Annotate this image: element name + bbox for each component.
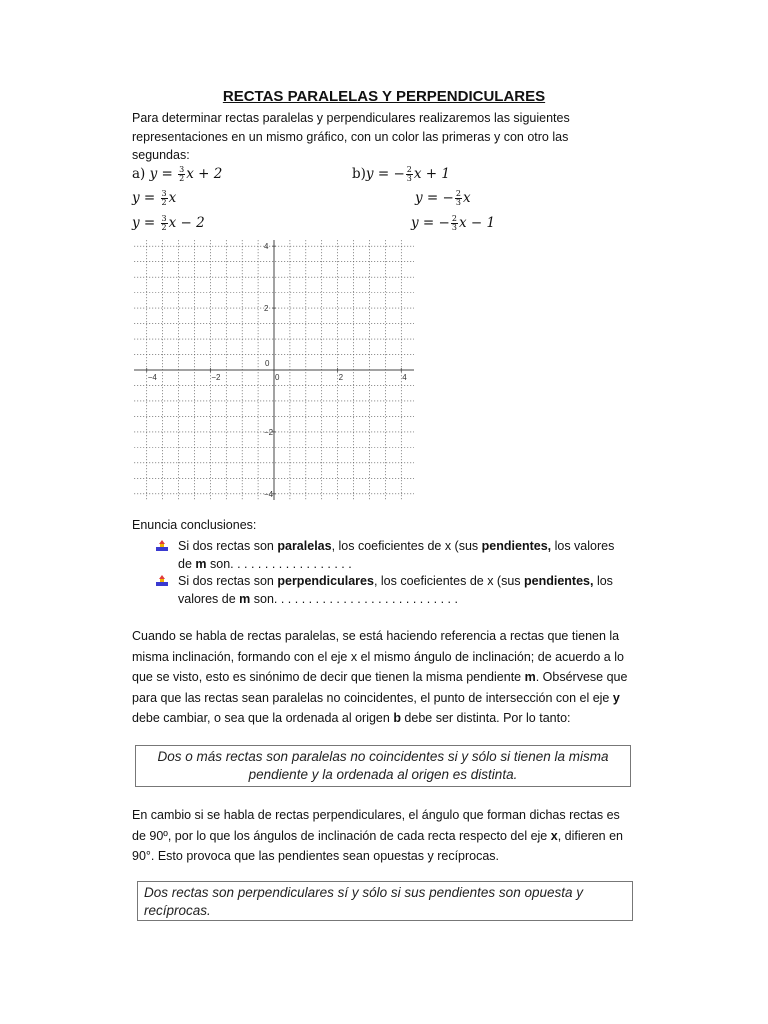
- text-run: . Obsérvese que para que las rectas sean paralelas no coincidentes, el punto de intersección con el eje: [132, 670, 628, 705]
- equation-b3-suffix: x − 1: [458, 215, 496, 231]
- text-run: debe ser distinta. Por lo tanto:: [400, 711, 571, 725]
- conclusion-bullet-perpendicular: [160, 572, 630, 608]
- equation-b2-prefix: y = −: [415, 190, 454, 206]
- equation-b-label: b): [352, 166, 366, 182]
- bold-term: x: [550, 828, 558, 843]
- equation-a2: [132, 190, 176, 207]
- equation-a3: [132, 215, 205, 232]
- perpendicular-explanation-paragraph: [132, 805, 632, 867]
- text-run: debe cambiar, o sea que la ordenada al origen: [132, 711, 394, 725]
- fraction-numerator: 3: [161, 189, 167, 198]
- text-run: , los coeficientes de x (sus: [331, 539, 482, 553]
- equation-b3: [411, 215, 495, 232]
- y-tick-label: 4: [264, 242, 269, 252]
- text-run: de: [178, 557, 196, 571]
- parallel-explanation-paragraph: [132, 626, 632, 729]
- equation-a1: [132, 166, 222, 183]
- equation-b3-prefix: y = −: [411, 215, 450, 231]
- fraction-numerator: 3: [161, 214, 167, 223]
- equation-a-label: a): [132, 166, 146, 182]
- equation-b1-suffix: x + 1: [413, 166, 450, 182]
- equation-a1-prefix: y =: [149, 166, 178, 182]
- fraction-denominator: 3: [451, 223, 457, 232]
- bullet-icon: [156, 575, 168, 587]
- fraction-numerator: 2: [406, 165, 412, 174]
- bold-term: y: [612, 690, 620, 705]
- bold-term: pendientes,: [524, 574, 594, 588]
- fraction-numerator: 2: [451, 214, 457, 223]
- fraction-numerator: 3: [179, 165, 185, 174]
- fraction-denominator: 2: [161, 223, 167, 232]
- equation-a3-prefix: y =: [132, 215, 160, 231]
- text-run: los valores: [551, 539, 615, 553]
- equation-b2: [415, 190, 471, 207]
- equation-a2-fraction: [161, 190, 168, 207]
- text-run: valores de: [178, 592, 240, 606]
- fraction-denominator: 3: [455, 198, 461, 207]
- equation-b1-fraction: [406, 166, 413, 183]
- bold-term: m: [524, 670, 536, 684]
- equation-a2-prefix: y =: [132, 190, 160, 206]
- text-run: Si dos rectas son: [178, 539, 278, 553]
- conclusion-perpendicular-text: [160, 572, 630, 608]
- text-run: , los coeficientes de x (sus: [373, 574, 525, 588]
- y-tick-label: 2: [264, 304, 269, 314]
- equation-a1-suffix: x + 2: [186, 166, 223, 182]
- equation-a2-suffix: x: [168, 190, 177, 206]
- x-tick-label: 0: [275, 373, 280, 382]
- conclusion-bullet-parallel: [160, 537, 630, 573]
- text-run: Cuando se habla de rectas paralelas, se está haciendo referencia a rectas que tienen la misma inclinación, formando con el eje x el mismo ángulo de inclinación; de acuerdo a lo que se visto, esto es sinónimo de decir que tienen la misma pendiente: [132, 629, 624, 684]
- text-run: son. . . . . . . . . . . . . . . . . . . . . . . . . . .: [250, 592, 458, 606]
- equation-b1-prefix: y = −: [365, 166, 405, 182]
- equation-b2-suffix: x: [462, 190, 471, 206]
- fraction-denominator: 2: [179, 174, 185, 183]
- bold-term: perpendiculares: [277, 574, 374, 588]
- text-run: los: [593, 574, 613, 588]
- equation-b3-fraction: [451, 215, 458, 232]
- page-title: RECTAS PARALELAS Y PERPENDICULARES: [222, 88, 546, 105]
- perpendicular-definition-box: Dos rectas son perpendiculares sí y sólo si sus pendientes son opuesta y recíprocas.: [137, 881, 633, 921]
- y-tick-label: −2: [264, 427, 274, 437]
- bold-term: pendientes,: [481, 539, 552, 553]
- x-tick-label: −2: [211, 373, 221, 382]
- bold-term: paralelas: [277, 539, 332, 553]
- text-run: , difieren en 90°. Esto provoca que las pendientes sean opuestas y recíprocas.: [132, 828, 624, 863]
- fraction-denominator: 3: [406, 174, 412, 183]
- bullet-icon: [156, 540, 168, 552]
- bold-term: b: [393, 711, 401, 725]
- x-tick-label: 2: [338, 373, 344, 382]
- y-tick-label: 0: [265, 359, 270, 368]
- text-run: son. . . . . . . . . . . . . . . . . .: [206, 557, 352, 571]
- intro-text: Para determinar rectas paralelas y perpendiculares realizaremos las siguientes representaciones en un mismo gráfico, con un color las primeras y con otro las segundas:: [132, 111, 570, 162]
- equation-a3-fraction: [161, 215, 168, 232]
- parallel-definition-box: Dos o más rectas son paralelas no coincidentes si y sólo si tienen la misma pendiente y la ordenada al origen es distinta.: [135, 745, 631, 787]
- equation-a3-suffix: x − 2: [168, 215, 205, 231]
- equation-b1: [352, 166, 450, 183]
- equation-b2-fraction: [455, 190, 462, 207]
- equation-a1-fraction: [178, 166, 185, 183]
- coordinate-grid: [132, 236, 418, 504]
- fraction-denominator: 2: [161, 198, 167, 207]
- y-tick-label: −4: [264, 489, 274, 499]
- x-tick-label: −4: [147, 373, 157, 382]
- conclusions-heading: Enuncia conclusiones:: [132, 518, 257, 532]
- fraction-numerator: 2: [455, 189, 461, 198]
- conclusion-parallel-text: [160, 537, 630, 573]
- x-tick-label: 4: [402, 373, 407, 382]
- bold-term: m: [195, 557, 207, 571]
- bold-term: m: [239, 592, 251, 606]
- text-run: Si dos rectas son: [178, 574, 278, 588]
- text-run: En cambio si se habla de rectas perpendiculares, el ángulo que forman dichas rectas es de 90º, por lo que los ángulos de inclinación de cada recta respecto del eje: [132, 808, 620, 843]
